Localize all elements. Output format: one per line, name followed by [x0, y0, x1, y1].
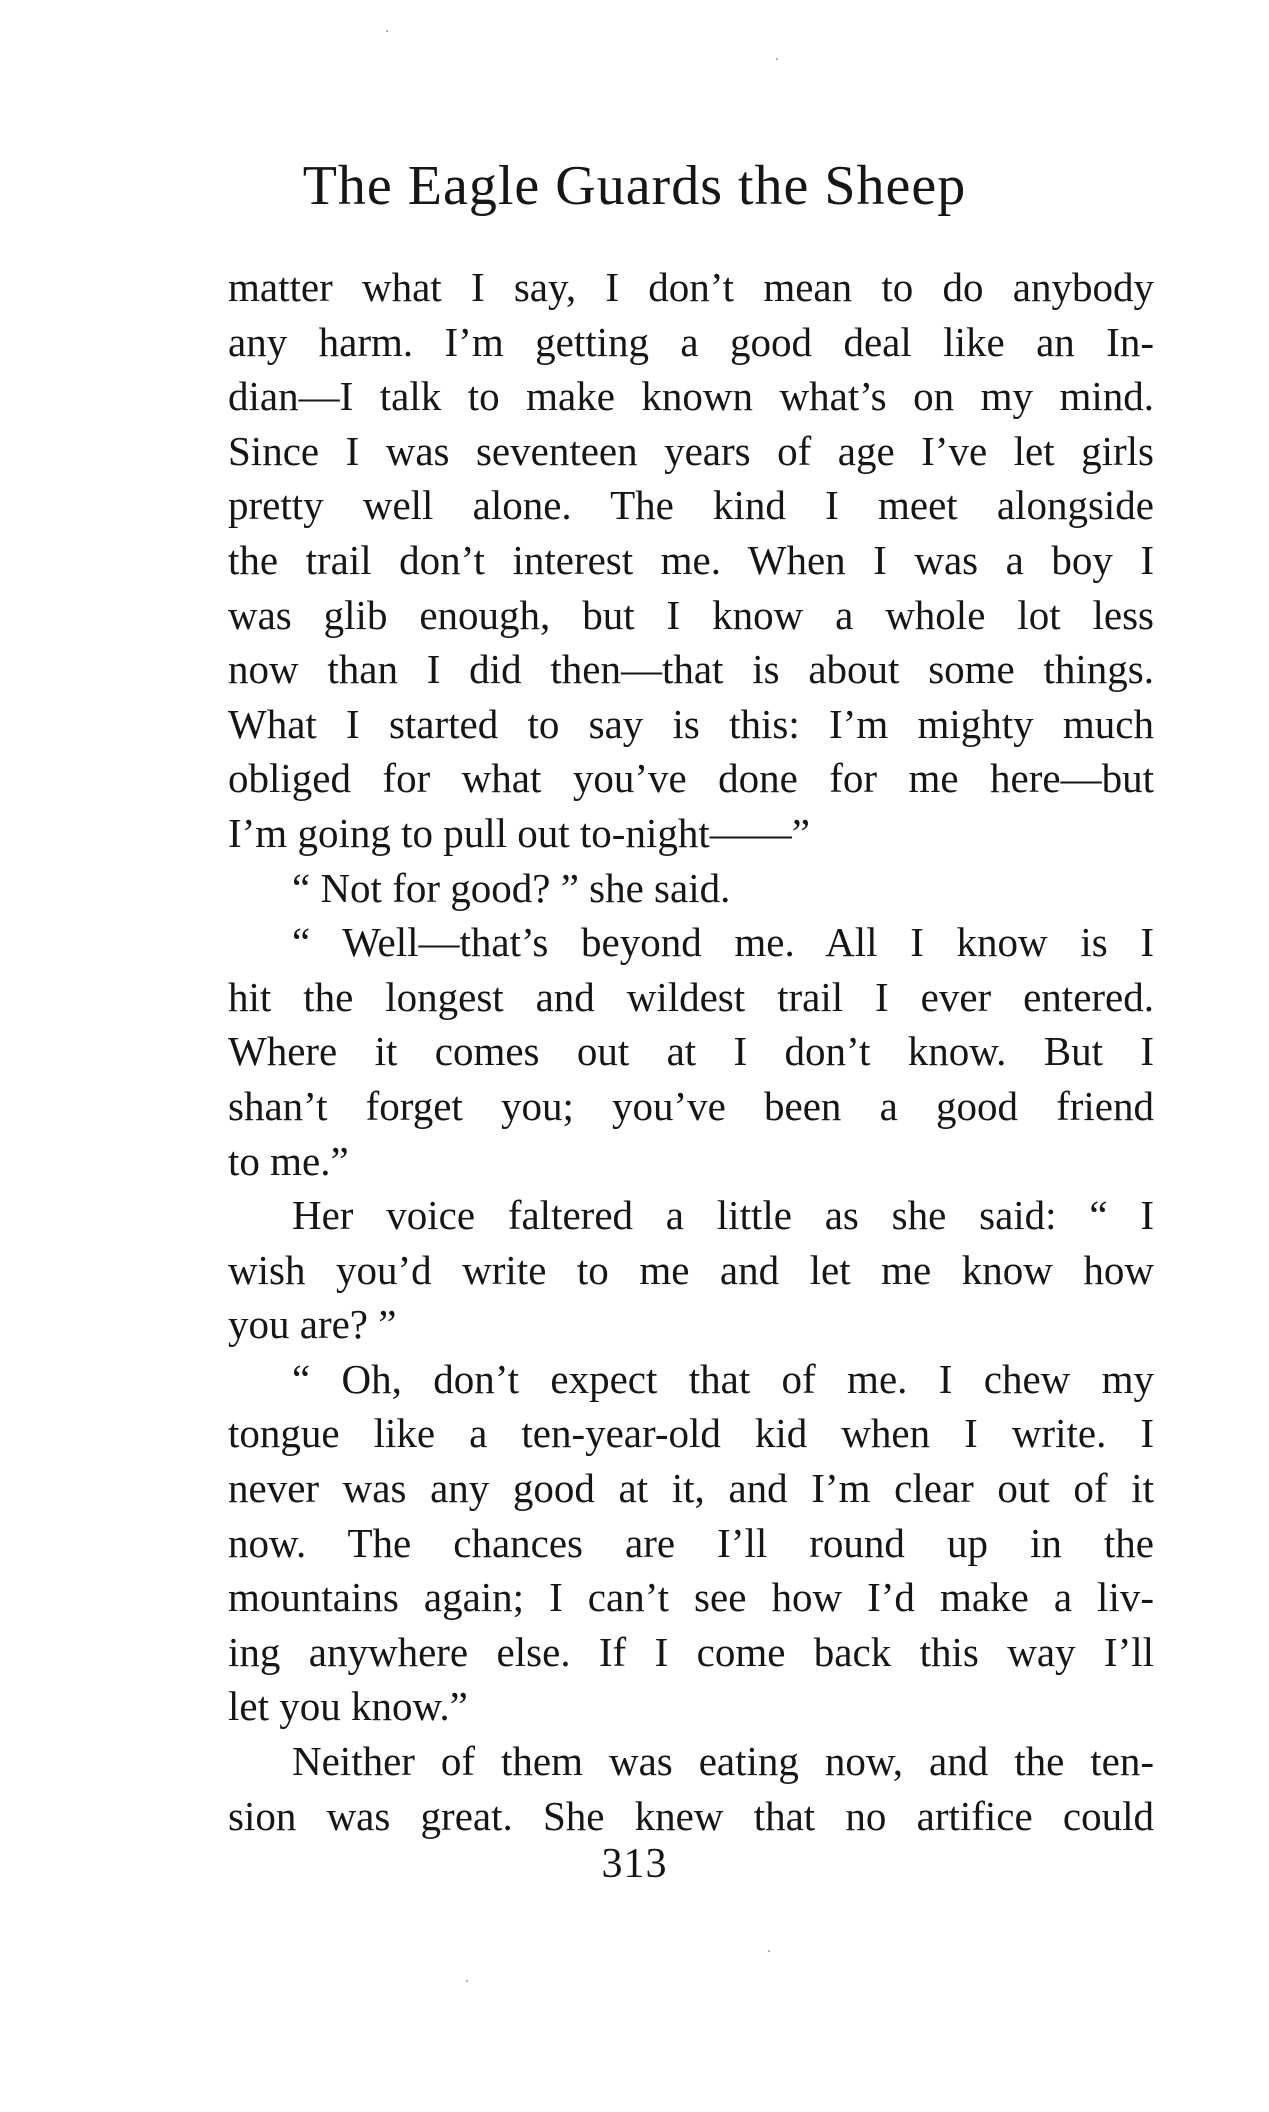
text-line: Her voice faltered a little as she said: “ I: [292, 1192, 1154, 1239]
paper-speck: [466, 1980, 468, 1982]
text-line: Where it comes out at I don’t know. But I: [228, 1028, 1154, 1075]
text-line: now. The chances are I’ll round up in the: [228, 1519, 1154, 1566]
running-head-title: The Eagle Guards the Sheep: [302, 155, 967, 217]
text-line: dian—I talk to make known what’s on my mind.: [228, 373, 1154, 420]
text-line: “ Oh, don’t expect that of me. I chew my: [292, 1355, 1154, 1402]
page-number: 313: [601, 1841, 668, 1887]
text-line: hit the longest and wildest trail I ever entered.: [228, 973, 1154, 1020]
text-line: was glib enough, but I know a whole lot less: [228, 591, 1154, 638]
text-line: obliged for what you’ve done for me here—but: [228, 755, 1154, 802]
paper-speck: [776, 58, 778, 60]
text-line: pretty well alone. The kind I meet alongside: [228, 482, 1154, 529]
paper-speck: [386, 30, 388, 32]
text-line: never was any good at it, and I’m clear out of it: [228, 1465, 1154, 1512]
text-line: shan’t forget you; you’ve been a good friend: [228, 1082, 1154, 1129]
text-line: matter what I say, I don’t mean to do anybody: [228, 264, 1154, 310]
paper-speck: [768, 1950, 770, 1952]
text-line: Since I was seventeen years of age I’ve let girls: [228, 427, 1154, 474]
text-line: you are? ”: [228, 1301, 397, 1348]
text-line: tongue like a ten-year-old kid when I write. I: [228, 1410, 1154, 1457]
text-line: wish you’d write to me and let me know how: [228, 1246, 1154, 1293]
body-text: [228, 260, 1154, 1843]
text-line: now than I did then—that is about some things.: [228, 646, 1154, 693]
text-line: “ Not for good? ” she said.: [292, 864, 731, 911]
text-line: sion was great. She knew that no artifice could: [228, 1792, 1154, 1839]
text-line: ing anywhere else. If I come back this way I’ll: [228, 1628, 1154, 1675]
text-line: I’m going to pull out to-night——”: [228, 809, 810, 856]
text-line: Neither of them was eating now, and the ten-: [292, 1738, 1154, 1785]
text-line: to me.”: [228, 1137, 349, 1184]
text-line: mountains again; I can’t see how I’d make a liv-: [228, 1574, 1154, 1621]
text-line: let you know.”: [228, 1683, 468, 1730]
text-line: the trail don’t interest me. When I was a boy I: [228, 536, 1154, 583]
text-line: “ Well—that’s beyond me. All I know is I: [292, 919, 1154, 966]
text-line: any harm. I’m getting a good deal like an In-: [228, 318, 1154, 365]
text-line: What I started to say is this: I’m mighty much: [228, 700, 1154, 747]
